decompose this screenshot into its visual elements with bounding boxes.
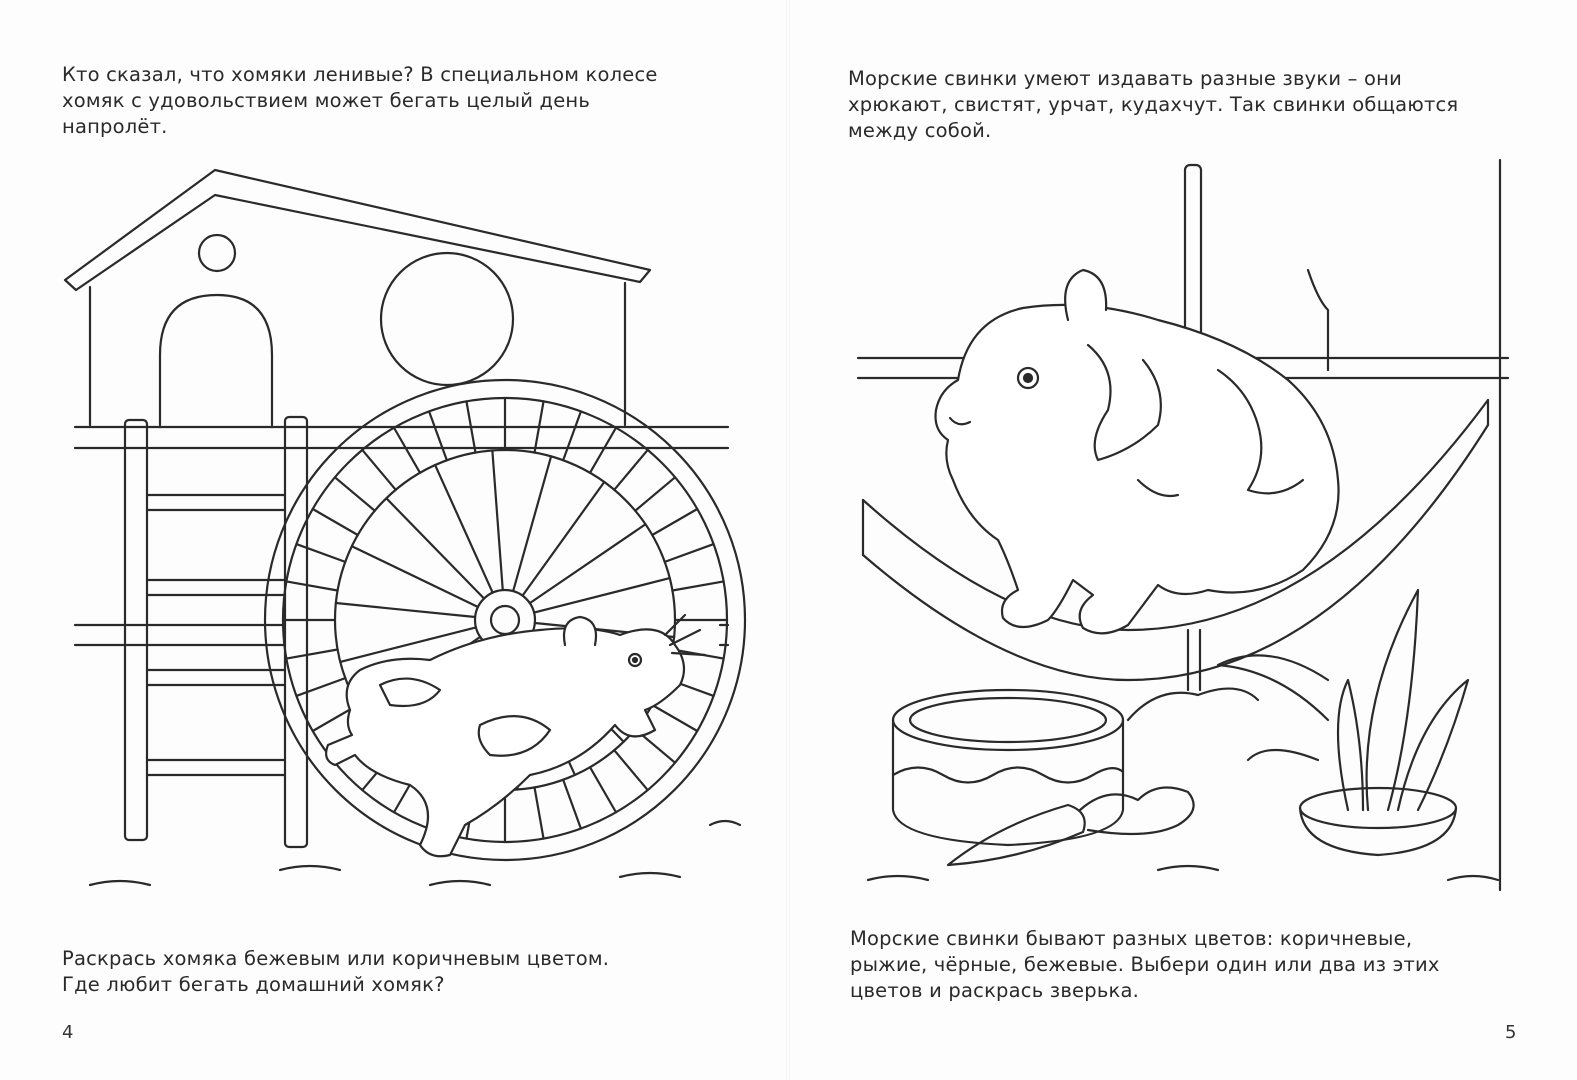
left-intro-text <box>62 62 708 140</box>
right-task-line-2: рыжие, чёрные, бежевые. Выбери один или два из этих <box>850 953 1440 976</box>
page-number-right: 5 <box>1505 1022 1517 1043</box>
right-task-text <box>850 926 1514 1004</box>
right-intro-line-3: между собой. <box>848 119 992 142</box>
left-task-line-2: Где любит бегать домашний хомяк? <box>62 973 445 996</box>
guinea-pig-illustration <box>858 160 1508 890</box>
ladder <box>125 417 307 847</box>
hamster-wheel-illustration <box>60 165 740 905</box>
food-bowl <box>893 690 1123 845</box>
right-task-line-3: цветов и раскрась зверька. <box>850 979 1140 1002</box>
ground-marks <box>90 821 740 885</box>
left-task-text <box>62 946 662 998</box>
left-intro-line-3: напролёт. <box>62 115 168 138</box>
right-intro-text <box>848 66 1514 144</box>
left-intro-line-2: хомяк с удовольствием может бегать целый день <box>62 89 591 112</box>
left-intro-line-1: Кто сказал, что хомяки ленивые? В специальном колесе <box>62 63 658 86</box>
carrot <box>948 788 1194 866</box>
right-intro-line-2: хрюкают, свистят, урчат, кудахчут. Так свинки общаются <box>848 93 1459 116</box>
right-intro-line-1: Морские свинки умеют издавать разные звуки – они <box>848 67 1402 90</box>
plant-in-pot <box>1218 590 1468 855</box>
right-page <box>788 0 1577 1080</box>
page-number-left: 4 <box>62 1022 74 1043</box>
right-task-line-1: Морские свинки бывают разных цветов: коричневые, <box>850 927 1413 950</box>
left-task-line-1: Раскрась хомяка бежевым или коричневым цветом. <box>62 947 610 970</box>
guinea-pig <box>936 270 1339 633</box>
left-page <box>0 0 788 1080</box>
